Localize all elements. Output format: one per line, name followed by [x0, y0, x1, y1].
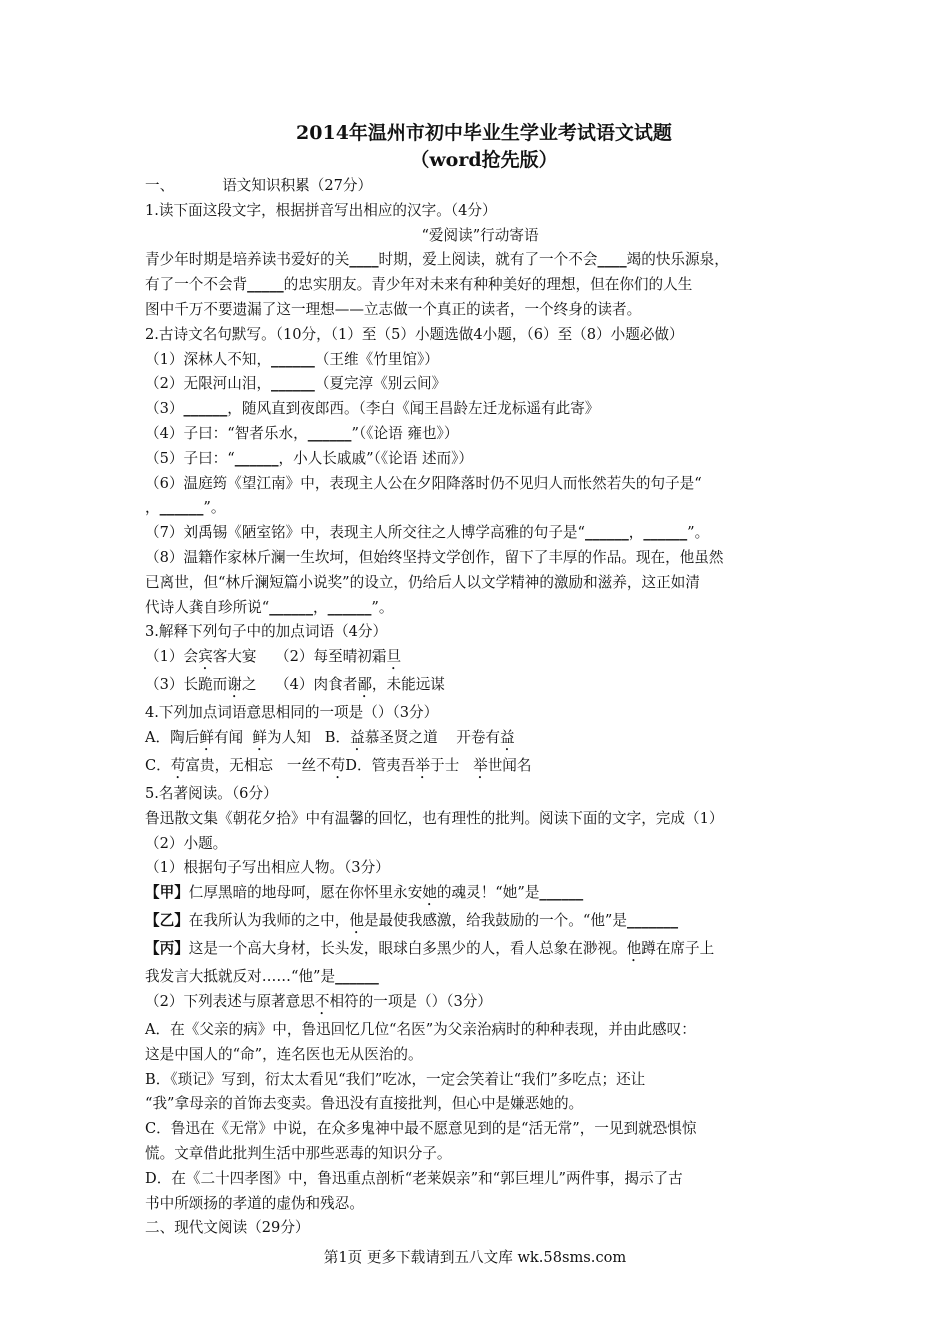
text-span: D．管夷吾: [345, 756, 416, 774]
text-span: ，未能远谋: [371, 676, 445, 694]
text-span: 有闻: [213, 728, 244, 746]
item-line: [145, 348, 815, 373]
item-line: [145, 521, 815, 546]
text-span: 是最使我感激，给我鼓励的一个。“他”是: [363, 912, 627, 930]
dotted-word: 她: [422, 884, 437, 902]
blank: ______: [307, 424, 352, 442]
section-heading: 二、现代文阅读（29分）: [145, 1219, 310, 1237]
text-span: 代诗人龚自珍所说“: [145, 598, 270, 616]
text-span: 青少年时期是培养读书爱好的关: [145, 251, 350, 269]
item-line: （8）温籍作家林斤澜一生坎坷，但始终坚持文学创作，留下了丰厚的作品。现在，他虽然: [145, 548, 724, 566]
dotted-word: 苟: [330, 756, 346, 774]
text-span: （1）会: [145, 648, 199, 666]
text-span: A．陶后: [145, 728, 200, 746]
text-span: ，: [313, 598, 328, 616]
text-span: 我发言大抵就反对……“他”是: [145, 968, 336, 986]
question-prompt: 3.解释下列句子中的加点词语（4分）: [145, 623, 388, 641]
question-prompt: 1.读下面这段文字，根据拼音写出相应的汉字。（4分）: [145, 201, 497, 219]
text-span: ，小人长戚戚”（《论语 述而》）: [278, 449, 474, 467]
option-line: “我”拿母亲的首饰去变卖。鲁迅没有直接批判，但心中是嫌恶她的。: [145, 1095, 584, 1113]
blank: ______: [584, 524, 629, 542]
dotted-word: 举: [415, 756, 430, 774]
question-prompt: 4.下列加点词语意思相同的一项是（）（3分）: [145, 704, 439, 722]
option-line: 书中所颂扬的孝道的虚伪和残忍。: [145, 1194, 364, 1212]
text-span: ”。: [203, 499, 226, 517]
passage-line: （2）小题。: [145, 834, 228, 852]
text-span: 慕圣贤之道: [364, 728, 438, 746]
option-line: [145, 726, 815, 754]
text-span: 于士: [429, 756, 460, 774]
blank: ______: [269, 598, 313, 616]
text-span: 为人知: [267, 728, 311, 746]
section-heading: [145, 174, 815, 199]
document-subtitle: （word抢先版）: [410, 149, 558, 171]
dotted-word: 宾: [198, 648, 213, 666]
blank: ______: [327, 598, 372, 616]
passage-line: 鲁迅散文集《朝花夕拾》中有温馨的回忆，也有理性的批判。阅读下面的文字，完成（1）: [145, 809, 724, 827]
item-line: [145, 496, 815, 521]
text-span: ”（《论语 雍也》）: [351, 424, 459, 442]
question-prompt: 5.名著阅读。（6分）: [145, 784, 278, 802]
text-span: 客大宴: [212, 648, 257, 666]
item-tag: 【乙】: [145, 912, 189, 930]
text-span: 在我所认为我师的之中，: [188, 912, 350, 930]
text-span: （7）刘禹锡《陋室铭》中，表现主人所交往之人博学高雅的句子是“: [145, 524, 585, 542]
blank: _____: [247, 276, 284, 294]
passage-line: [145, 248, 815, 273]
item-line: [145, 881, 815, 909]
text-span: 时期，爱上阅读，就有了一个不会: [378, 251, 598, 269]
item-line: [145, 596, 815, 621]
item-line: （6）温庭筠《望江南》中，表现主人公在夕阳降落时仍不见归人而怅然若失的句子是“: [145, 474, 702, 492]
option-line: 这是中国人的“命”，连名医也无从医治的。: [145, 1045, 423, 1063]
section-number: 一、: [145, 177, 175, 194]
text-span: （王维《竹里馆》）: [314, 350, 439, 368]
text-span: ，随风直到夜郎西。（李白《闻王昌龄左迁龙标遥有此寄》: [227, 400, 600, 418]
item-tag: 【甲】: [145, 884, 189, 902]
dotted-word: 鲜: [199, 728, 214, 746]
section-title: 语文知识积累（27分）: [222, 177, 373, 194]
dotted-word: 鲜: [252, 728, 268, 746]
text-span: 的忠实朋友。青少年对未来有种种美好的理想，但在你们的人生: [283, 276, 693, 294]
text-span: 富贵，无相忘: [185, 756, 273, 774]
dotted-word: 益: [350, 728, 365, 746]
blank: ______: [539, 884, 584, 902]
blank: ______: [234, 449, 279, 467]
blank: ______: [183, 400, 228, 418]
blank: ______: [159, 499, 204, 517]
question-prompt: 2.古诗文名句默写。（10分，（1）至（5）小题选做4小题，（6）至（8）小题必做）: [145, 325, 684, 343]
dotted-word: 苟: [170, 756, 186, 774]
text-span: （2）下列表述与原著意思: [145, 992, 315, 1010]
item-line: [145, 447, 815, 472]
text-span: ，: [145, 499, 160, 517]
dotted-word: 他: [626, 940, 642, 958]
blank: ______: [271, 350, 315, 368]
page-footer: 第1页 更多下载请到五八文库 wk.58sms.com: [323, 1249, 627, 1266]
text-span: C．: [145, 756, 171, 774]
option-line: 慌。文章借此批判生活中那些恶毒的知识分子。: [145, 1144, 452, 1162]
dotted-word: 旦: [386, 648, 402, 666]
option-line: D．在《二十四孝图》中，鲁迅重点剖析“老莱娱亲”和“郭巨埋儿”两件事，揭示了古: [145, 1169, 683, 1187]
blank: ____: [349, 251, 379, 269]
blank: ______: [643, 524, 688, 542]
text-span: （4）肉食者: [275, 676, 358, 694]
blank: ____: [597, 251, 627, 269]
dotted-word: 不: [314, 992, 330, 1010]
option-line: B．《琐记》写到，衍太太看见“我们”吃冰，一定会笑着让“我们”多吃点；还让: [145, 1070, 646, 1088]
item-line: [145, 909, 815, 937]
blank: _______: [626, 912, 679, 930]
subquestion-prompt: [145, 990, 815, 1018]
passage-line: [145, 273, 815, 298]
passage-line: 图中千万不要遗漏了这一理想——立志做一个真正的读者，一个终身的读者。: [145, 300, 642, 318]
text-span: 有了一个不会背: [145, 276, 248, 294]
item-line: [145, 397, 815, 422]
text-span: 仁厚黑暗的地母呵，愿在你怀里永安: [188, 884, 423, 902]
item-tag: 【丙】: [145, 940, 189, 958]
text-span: （5）子曰：“: [145, 449, 235, 467]
item-line: [145, 422, 815, 447]
passage-title: “爱阅读”行动寄语: [421, 226, 539, 244]
text-span: 竭的快乐源泉，: [626, 251, 729, 269]
text-span: （2）无限河山泪，: [145, 375, 272, 393]
dotted-word: 谢: [227, 676, 242, 694]
option-line: A．在《父亲的病》中，鲁迅回忆几位“名医”为父亲治病时的种种表现，并由此感叹：: [145, 1020, 696, 1038]
text-span: ”。: [371, 598, 394, 616]
document-title: 2014年温州市初中毕业生学业考试语文试题: [296, 122, 672, 144]
text-span: 这是一个高大身材，长头发，眼球白多黑少的人，看人总象在渺视。: [188, 940, 627, 958]
item-line: [145, 645, 815, 673]
option-line: [145, 754, 815, 782]
text-span: B．: [324, 728, 351, 746]
text-span: （3）: [145, 400, 184, 418]
text-span: 一丝不: [286, 756, 331, 774]
text-span: ”。: [687, 524, 710, 542]
item-line: [145, 965, 815, 990]
text-span: 相符的一项是（）（3分）: [329, 992, 492, 1010]
document-page: [145, 120, 815, 1241]
dotted-word: 益: [500, 728, 515, 746]
option-line: C．鲁迅在《无常》中说，在众多鬼神中最不愿意见到的是“活无常”，一见到就恐惧惊: [145, 1120, 697, 1138]
text-span: 世闻名: [487, 756, 532, 774]
subquestion-prompt: （1）根据句子写出相应人物。（3分）: [145, 859, 390, 877]
blank: ______: [271, 375, 315, 393]
text-span: （夏完淳《别云间》: [314, 375, 447, 393]
text-span: 之: [241, 676, 257, 694]
text-span: ，: [628, 524, 644, 542]
text-span: （4）子曰：“智者乐水，: [145, 424, 308, 442]
item-line: 已离世，但“林斤澜短篇小说奖”的设立，仍给后人以文学精神的激励和滋养，这正如清: [145, 573, 700, 591]
dotted-word: 鄙: [357, 676, 372, 694]
text-span: （1）深林人不知，: [145, 350, 272, 368]
blank: ______: [335, 968, 379, 986]
dotted-word: 举: [473, 756, 488, 774]
text-span: 蹲在席子上: [641, 940, 715, 958]
item-line: [145, 673, 815, 701]
text-span: （2）每至晴初霜: [275, 648, 387, 666]
item-line: [145, 372, 815, 397]
dotted-word: 他: [349, 912, 364, 930]
item-line: [145, 937, 815, 965]
text-span: 开卷有: [456, 728, 501, 746]
text-span: （3）长跪而: [145, 676, 228, 694]
text-span: 的魂灵！“她”是: [436, 884, 540, 902]
